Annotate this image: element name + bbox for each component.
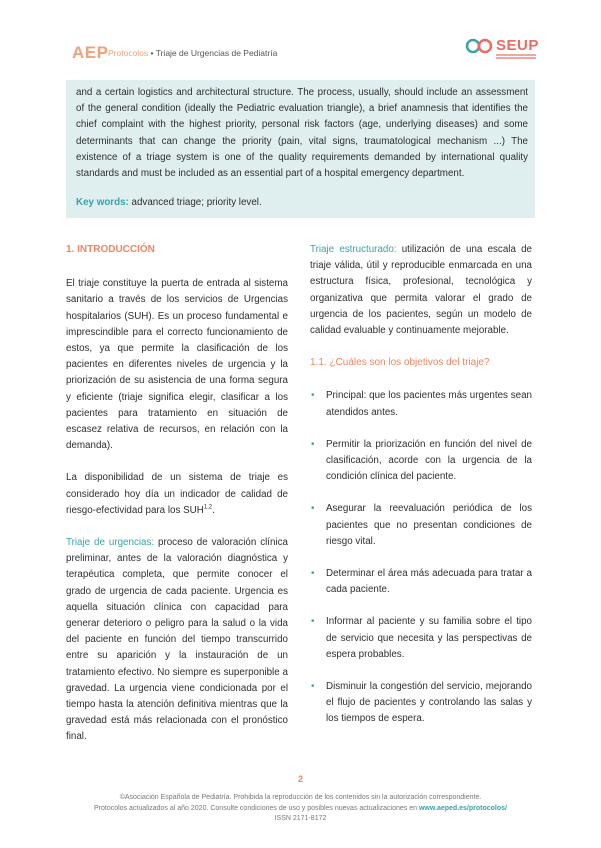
breadcrumb-separator: •: [148, 48, 156, 58]
list-item-text: Principal: que los pacientes más urgentes sean atendidos antes.: [326, 390, 532, 418]
breadcrumb: [108, 48, 277, 58]
triaje-urgencias-label: Triaje de urgencias:: [66, 537, 155, 549]
seup-logo-subtitle: [496, 54, 536, 60]
page-header: [0, 0, 601, 80]
objectives-list: [310, 388, 532, 727]
keywords-value: advanced triage; priority level.: [128, 197, 262, 208]
list-item-text: Determinar el área más adecuada para tratar a cada paciente.: [326, 568, 532, 596]
section-title-introduccion: 1. INTRODUCCIÓN: [66, 244, 155, 255]
footer-update-text: Protocolos actualizados al año 2020. Consulte condiciones de uso y posibles nuevas actualizaciones en: [94, 804, 419, 812]
keywords-label: Key words:: [76, 197, 129, 208]
page-number: 2: [297, 774, 303, 784]
footer-copyright: ©Asociación Española de Pediatría. Prohibida la reproducción de los contenidos sin la autorización correspondiente.: [119, 794, 482, 801]
left-column: [66, 242, 288, 762]
aep-logo: AEP: [72, 43, 109, 62]
bullet-icon: •: [311, 503, 315, 515]
subsection-title-objetivos: 1.1. ¿Cuáles son los objetivos del triaje?: [310, 357, 490, 369]
keywords: [76, 197, 262, 208]
abstract-box: [66, 80, 535, 218]
breadcrumb-title: Triaje de Urgencias de Pediatría: [155, 48, 278, 58]
bullet-icon: •: [311, 681, 315, 693]
triaje-estructurado-label: Triaje estructurado:: [310, 244, 397, 255]
list-item-text: Disminuir la congestión del servicio, mejorando el flujo de pacientes y controlando las salas y los tiempos de espera.: [326, 681, 532, 725]
footer-update-note: [0, 804, 601, 815]
breadcrumb-protocols[interactable]: Protocolos: [108, 48, 149, 58]
bullet-icon: •: [311, 568, 315, 580]
triaje-estructurado-definition: [310, 242, 532, 339]
intro-paragraph-2-text: La disponibilidad de un sistema de triaje es considerado hoy día un indicador de calidad de riesgo-efectividad para los SUH: [66, 472, 288, 516]
bullet-icon: •: [311, 438, 315, 450]
list-item-text: Asegurar la reevaluación periódica de los pacientes que no presentan condiciones de riesgo vital.: [326, 503, 532, 547]
list-item: [310, 566, 532, 598]
abstract-text: and a certain logistics and architectural structure. The process, usually, should include an assessment of the general condition (ideally the Pediatric evaluation triangle), a brief anamnesis that identifies the chief complaint with the highest priority, personal risk factors (age, underlying diseases) and some determinants that can change the priority (pain, vital signs, traumatological mechanism ...) The existence of a triage system is one of the quality requirements demanded by international quality standards and must be included as an essential part of a hospital emergency department.: [76, 87, 528, 180]
right-column: [310, 242, 532, 744]
intro-paragraph-2: [66, 470, 288, 519]
list-item: [310, 501, 532, 550]
triaje-estructurado-text: utilización de una escala de triaje válida, útil y reproducible enmarcada en una estructura física, profesional, tecnológica y organizativa que permita valorar el grado de urgencia de los pacientes, según un modelo de calidad evaluable y continuamente mejorable.: [310, 244, 532, 337]
triaje-urgencias-text: proceso de valoración clínica preliminar, antes de la valoración diagnóstica y terapéutica completa, que permite conocer el grado de urgencia de cada paciente. Urgencia es aquella situación clínica con capacidad para generar deterioro o peligro para la salud o la vida del paciente en función del tiempo transcurrido entre su aparición y la instauración de un tratamiento efectivo. No siempre es superponible a gravedad. La urgencia viene condicionada por el tiempo hasta la atención definitiva mientras que la gravedad está más relacionada con el pronóstico final.: [66, 537, 288, 743]
list-item: [310, 437, 532, 486]
intro-paragraph-2-end: .: [212, 504, 215, 516]
list-item: [310, 679, 532, 728]
list-item-text: Permitir la priorización en función del nivel de clasificación, acorde con la urgencia de la condición clínica del paciente.: [326, 438, 532, 483]
seup-logo-text: SEUP: [496, 37, 539, 54]
triaje-urgencias-definition: [66, 535, 288, 746]
list-item: [310, 388, 532, 420]
footer-link[interactable]: www.aeped.es/protocolos/: [418, 804, 507, 812]
page-footer: [0, 793, 601, 825]
citation-sup: 1,2: [203, 504, 213, 511]
list-item: [310, 614, 532, 663]
list-item-text: Informar al paciente y su familia sobre el tipo de servicio que necesita y las perspectivas de espera probables.: [326, 616, 532, 660]
bullet-icon: •: [311, 616, 315, 628]
intro-paragraph-1: El triaje constituye la puerta de entrada al sistema sanitario a través de los servicios de Urgencias hospitalarios (SUH). Es un proceso fundamental e imprescindible para el correcto funcionamiento de estos, ya que permite la clasificación de los pacientes en diferentes niveles de urgencia y la priorización de su asistencia de una forma segura y eficiente (triaje significa elegir, clasificar a los pacientes para tratamiento en situación de escasez relativa de recursos, en relación con la demanda).: [66, 278, 288, 452]
bullet-icon: •: [311, 390, 315, 402]
footer-issn: ISSN 2171-8172: [274, 815, 327, 822]
